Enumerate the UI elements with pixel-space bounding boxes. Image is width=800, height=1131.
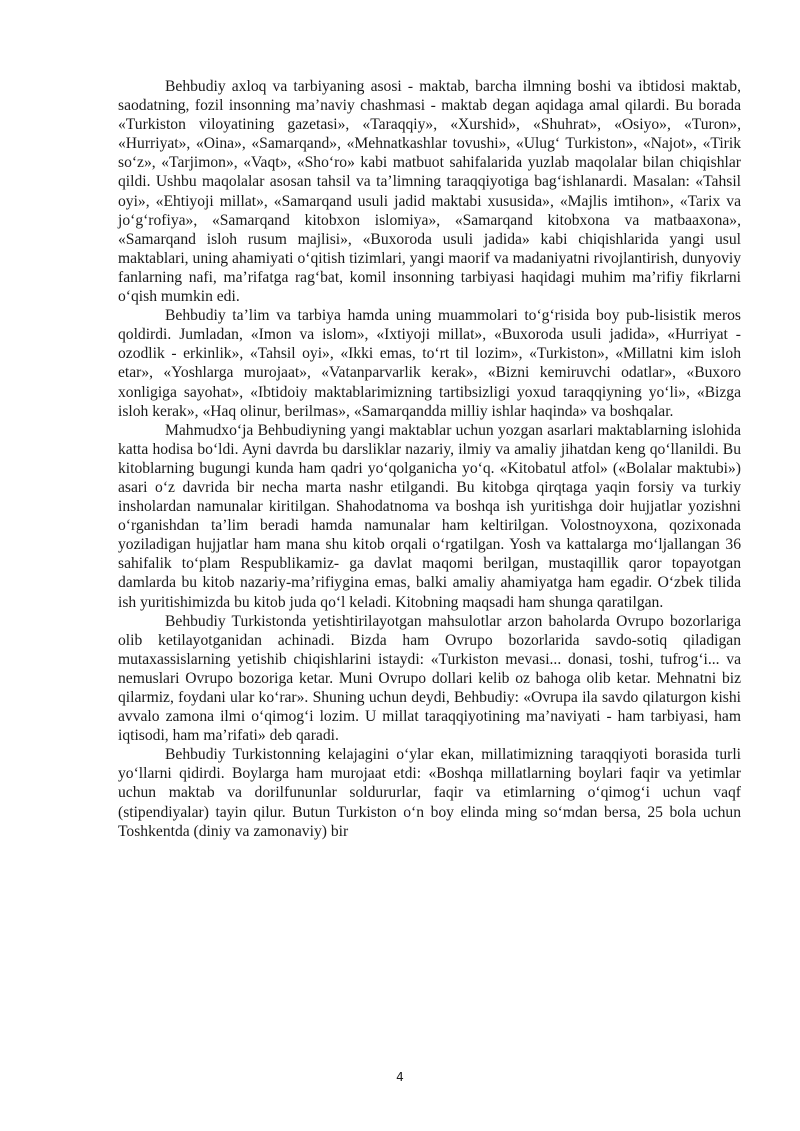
paragraph-2: Behbudiy ta’lim va tarbiya hamda uning muammolari to‘g‘risida boy pub-lisistik meros qoldirdi. Jumladan, «Imon va islom», «Ixtiyoji millat», «Buxoroda usuli jadida», «Hurriyat - ozodlik - erkinlik», «Tahsil oyi», «Ikki emas, to‘rt til lozim», «Turkiston», «Millatni kim isloh etar», «Yoshlarga murojaat», «Vatanparvarlik kerak», «Bizni kemiruvchi odatlar», «Buxoro xonligiga sayohat», «Ibtidoiy maktablarimizning tartibsizligi yoxud taraqqiyning yo‘li», «Bizga isloh kerak», «Haq olinur, berilmas», «Samarqandda milliy ishlar haqinda» va boshqalar. — [118, 307, 741, 420]
paragraph-3: Mahmudxo‘ja Behbudiyning yangi maktablar uchun yozgan asarlari maktablarning islohida katta hodisa bo‘ldi. Ayni davrda bu darsliklar nazariy, ilmiy va amaliy jihatdan keng qo‘llanildi. Bu kitoblarning bugungi kunda ham qadri yo‘qolganicha yo‘q. «Kitobatul atfol» («Bolalar maktubi») asari o‘z davrida bir necha marta nashr etilgandi. Bu kitobga qirqtaga yaqin forsiy va turkiy insholardan namunalar kiritilgan. Shahodatnoma va boshqa ish yuritishga doir hujjatlar yozishni o‘rganishdan ta’lim beradi hamda namunalar ham keltirilgan. Volostnoyxona, qozixonada yoziladigan hujjatlar ham mana shu kitob orqali o‘rgatilgan. Yosh va kattalarga mo‘ljallangan 36 sahifalik to‘plam Respublikamiz- ga davlat maqomi berilgan, mustaqillik qaror topayotgan damlarda bu kitob nazariy-ma’rifiygina emas, balki amaliy ahamiyatga ham egadir. O‘zbek tilida ish yuritishimizda bu kitob juda qo‘l keladi. Kitobning maqsadi ham shunga qaratilgan. — [118, 421, 741, 611]
page-number: 4 — [396, 1070, 404, 1084]
paragraph-4: Behbudiy Turkistonda yetishtirilayotgan mahsulotlar arzon baholarda Ovrupo bozorlariga olib ketilayotganidan achinadi. Bizda ham Ovrupo bozorlarida savdo-sotiq qiladigan mutaxassislarning yetishib chiqishlarini istaydi: «Turkiston mevasi... donasi, toshi, tufrog‘i... va nemuslari Ovrupo bozoriga ketar. Muni Ovrupo dollari kelib oz bahoga olib ketar. Mehnatni biz qilarmiz, foydani ular ko‘rar». Shuning uchun deydi, Behbudiy: «Ovrupa ila savdo qilaturgon kishi avvalo zamona ilmi o‘qimog‘i lozim. U millat taraqqiyotining ma’naviyati - ham tarbiyasi, ham iqtisodi, ham ma’rifati» deb qaradi. — [118, 612, 741, 745]
paragraph-5: Behbudiy Turkistonning kelajagini o‘ylar ekan, millatimizning taraqqiyoti borasida turli yo‘llarni qidirdi. Boylarga ham murojaat etdi: «Boshqa millatlarning boylari faqir va yetimlar uchun maktab va dorilfununlar soldururlar, faqir va etimlarning o‘qimog‘i uchun vaqf (stipendiyalar) tayin qilur. Butun Turkiston o‘n boy elinda ming so‘mdan bersa, 25 bola uchun Toshkentda (diniy va zamonaviy) bir — [118, 746, 741, 840]
paragraph-1: Behbudiy axloq va tarbiyaning asosi - maktab, barcha ilmning boshi va ibtidosi maktab, saodatning, fozil insonning ma’naviy chashmasi - maktab degan aqidaga amal qilardi. Bu borada «Turkiston viloyatining gazetasi», «Taraqqiy», «Xurshid», «Shuhrat», «Osiyo», «Turon», «Hurriyat», «Oina», «Samarqand», «Mehnatkashlar tovushi», «Ulug‘ Turkiston», «Najot», «Tirik so‘z», «Tarjimon», «Vaqt», «Sho‘ro» kabi matbuot sahifalarida yuzlab maqolalar bilan chiqishlar qildi. Ushbu maqolalar asosan tahsil va ta’limning taraqqiyotiga bag‘ishlanardi. Masalan: «Tahsil oyi», «Ehtiyoji millat», «Samarqand usuli jadid maktabi xususida», «Majlis imtihon», «Tarix va jo‘g‘rofiya», «Samarqand kitobxon islomiya», «Samarqand kitobxona va matbaaxona», «Samarqand isloh rusum majlisi», «Buxoroda usuli jadida» kabi chiqishlarida yangi usul maktablari, uning ahamiyati o‘qitish tizimlari, yangi maorif va madaniyatni rivojlantirish, dunyoviy fanlarning nafi, ma’rifatga rag‘bat, komil insonning tarbiyasi haqidagi muhim ma’rifiy fikrlarni o‘qish mumkin edi. — [118, 78, 741, 306]
body-text — [118, 77, 741, 841]
